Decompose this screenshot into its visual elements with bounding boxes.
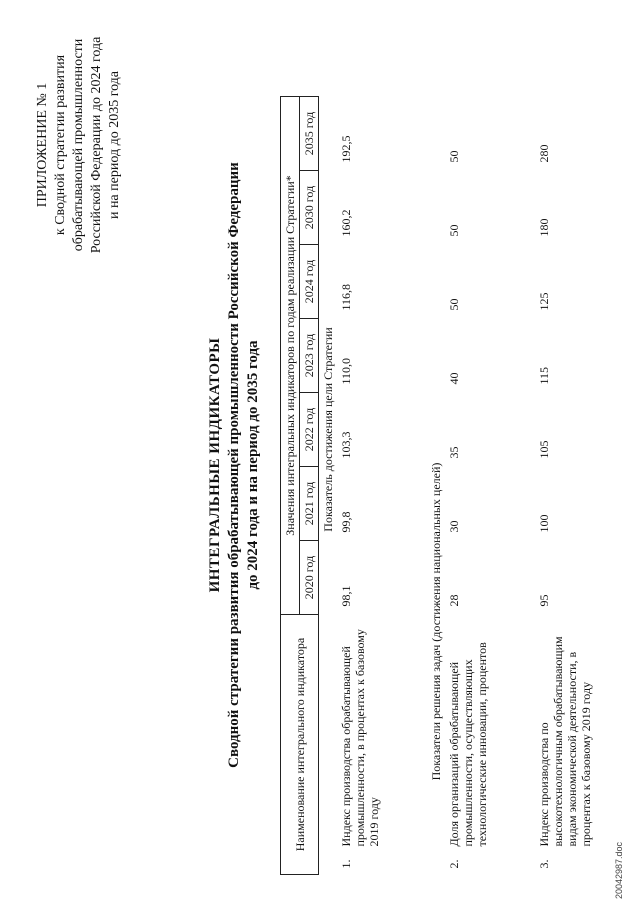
- document-file-name: 20042987.doc: [614, 841, 624, 899]
- row-indicator-name: Индекс производства обрабатывающей промышленности, в процентах к базовому 2019 году: [339, 629, 381, 847]
- title-subtitle-line2: до 2024 года и на период до 2035 года: [245, 340, 261, 590]
- row-value: 95: [537, 594, 551, 607]
- row-value: 98,1: [339, 585, 353, 607]
- header-year: 2022 год: [300, 393, 319, 467]
- row-value: 50: [447, 224, 461, 237]
- row-indicator-name: Индекс производства по высокотехнологичным обрабатывающим видам экономической деятельности, в процентах к базовому 2019 году: [537, 636, 593, 847]
- table-row: [337, 97, 427, 875]
- row-value: 116,8: [339, 283, 353, 311]
- appendix-line: Российской Федерации до 2024 года: [89, 36, 104, 254]
- row-value: 100: [537, 514, 551, 533]
- title-subtitle-line1: Сводной стратегии развития обрабатывающей промышленности Российской Федерации: [226, 162, 242, 768]
- header-year: 2020 год: [300, 541, 319, 615]
- appendix-header: [34, 10, 124, 280]
- row-value: 105: [537, 440, 551, 459]
- row-value: 125: [537, 292, 551, 311]
- document-title: [206, 145, 263, 785]
- row-value: 40: [447, 372, 461, 385]
- row-value: 103,3: [339, 431, 353, 459]
- row-value: 30: [447, 520, 461, 533]
- row-value: 110,0: [339, 357, 353, 385]
- row-value: 115: [537, 366, 551, 385]
- title-main: ИНТЕГРАЛЬНЫЕ ИНДИКАТОРЫ: [207, 337, 223, 593]
- row-value: 35: [447, 446, 461, 459]
- row-number: 1.: [339, 859, 353, 869]
- row-value: 28: [447, 594, 461, 607]
- row-value: 160,2: [339, 209, 353, 237]
- appendix-line: обрабатывающей промышленности: [71, 38, 86, 252]
- header-year: 2021 год: [300, 467, 319, 541]
- row-indicator-name: Доля организаций обрабатывающей промышленности, осуществляющих технологические инновации, процентов: [447, 642, 489, 847]
- appendix-line: к Сводной стратегии развития: [53, 54, 68, 236]
- row-number: 3.: [537, 859, 551, 869]
- indicators-table: [280, 96, 640, 875]
- row-value: 99,8: [339, 511, 353, 533]
- appendix-line: и на период до 2035 года: [107, 70, 122, 220]
- header-year: 2023 год: [300, 319, 319, 393]
- row-value: 280: [537, 144, 551, 163]
- section-goal-heading: Показатель достижения цели Стратегии: [321, 327, 335, 532]
- header-indicator-name: Наименование интегрального индикатора: [281, 615, 319, 875]
- row-number: 2.: [447, 859, 461, 869]
- header-year: 2030 год: [300, 171, 319, 245]
- table-row: [535, 97, 640, 875]
- row-value: 180: [537, 218, 551, 237]
- row-value: 50: [447, 298, 461, 311]
- section-tasks-heading: Показатели решения задач (достижения национальных целей): [429, 462, 443, 781]
- appendix-line: ПРИЛОЖЕНИЕ № 1: [35, 82, 50, 208]
- row-value: 192,5: [339, 135, 353, 163]
- header-year: 2035 год: [300, 97, 319, 171]
- table-row: [445, 97, 535, 875]
- row-value: 50: [447, 150, 461, 163]
- header-year: 2024 год: [300, 245, 319, 319]
- header-values-group: Значения интегральных индикаторов по годам реализации Стратегии*: [281, 97, 300, 615]
